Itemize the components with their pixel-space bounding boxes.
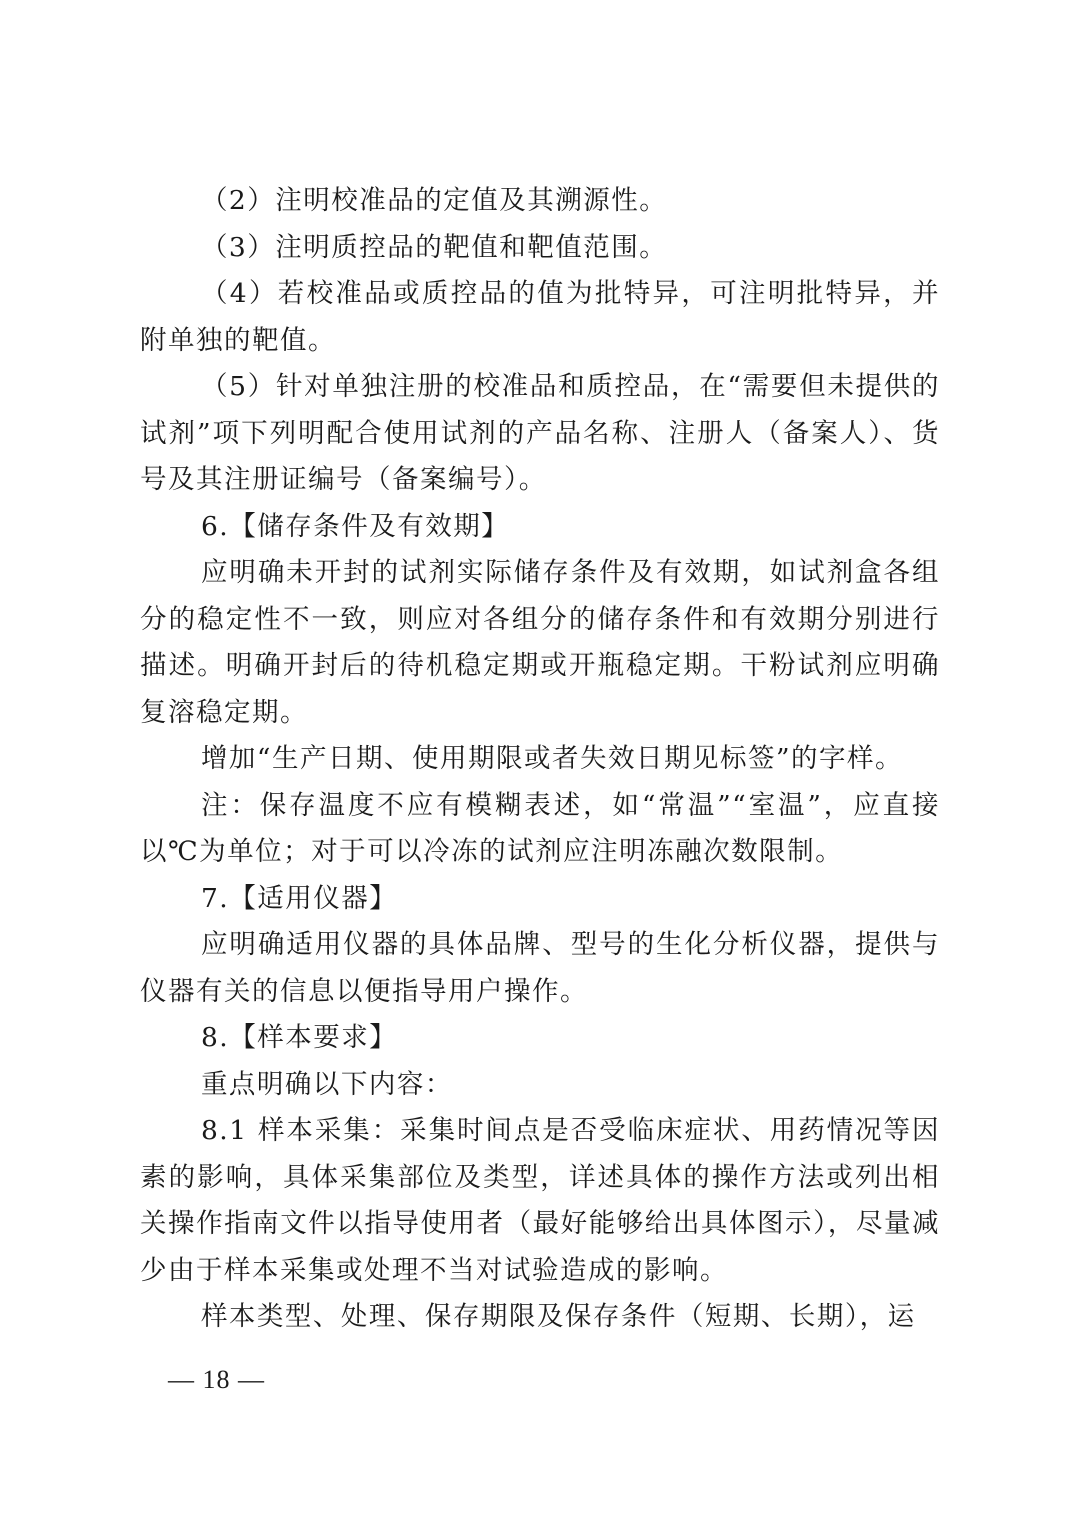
- section-heading-instruments: 7.【适用仪器】: [200, 882, 398, 914]
- paragraph-sample-intro: 重点明确以下内容：: [200, 1068, 453, 1100]
- paragraph-production-date: 增加“生产日期、使用期限或者失效日期见标签”的字样。: [200, 743, 904, 774]
- paragraph-storage-conditions: 应明确未开封的试剂实际储存条件及有效期，如试剂盒各组分的稳定性不一致，则应对各组分的储存条件和有效期分别进行描述。明确开封后的待机稳定期或开瓶稳定期。干粉试剂应明确复溶稳定期。: [140, 557, 940, 728]
- page-number: — 18 —: [168, 1365, 265, 1394]
- paragraph-instruments: 应明确适用仪器的具体品牌、型号的生化分析仪器，提供与仪器有关的信息以便指导用户操作。: [140, 929, 940, 1007]
- section-heading-storage: 6.【储存条件及有效期】: [200, 510, 510, 542]
- paragraph-storage-note: 注：保存温度不应有模糊表述，如“常温”“室温”，应直接以℃为单位；对于可以冷冻的试剂应注明冻融次数限制。: [140, 789, 940, 867]
- paragraph-separate-registration: （5）针对单独注册的校准品和质控品，在“需要但未提供的试剂”项下列明配合使用试剂的产品名称、注册人（备案人）、货号及其注册证编号（备案编号）。: [140, 371, 940, 495]
- paragraph-calibrator-value: （2）注明校准品的定值及其溯源性。: [200, 185, 668, 216]
- paragraph-control-target: （3）注明质控品的靶值和靶值范围。: [200, 231, 668, 263]
- section-heading-sample: 8.【样本要求】: [200, 1022, 398, 1053]
- document-body: [140, 178, 940, 1341]
- paragraph-batch-specific: （4）若校准品或质控品的值为批特异，可注明批特异，并附单独的靶值。: [140, 278, 940, 356]
- paragraph-sample-types: 样本类型、处理、保存期限及保存条件（短期、长期），运: [200, 1301, 916, 1332]
- paragraph-sample-collection: 8.1 样本采集：采集时间点是否受临床症状、用药情况等因素的影响，具体采集部位及类型，详述具体的操作方法或列出相关操作指南文件以指导使用者（最好能够给出具体图示），尽量减少由于样本采集或处理不当对试验造成的影响。: [140, 1115, 940, 1286]
